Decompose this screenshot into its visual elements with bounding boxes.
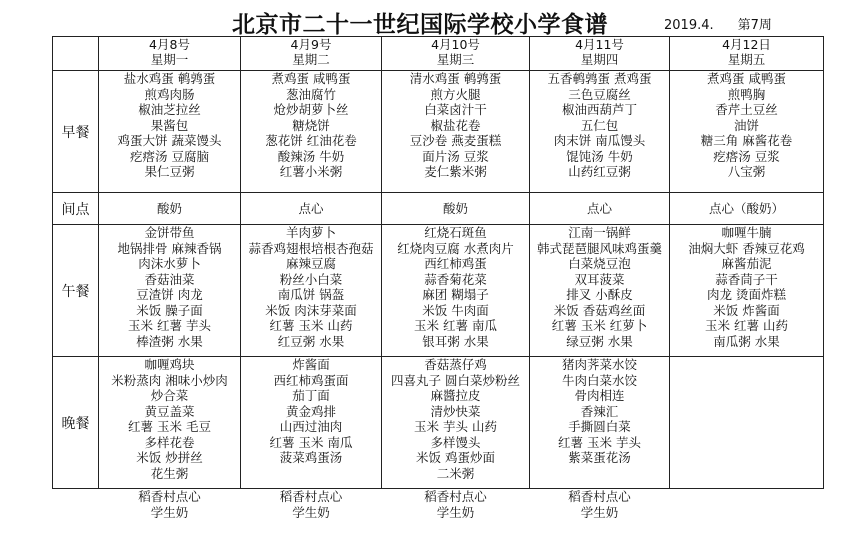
menu-item: 米饭 牛肉面 [422, 302, 489, 318]
menu-item: 糖三角 麻酱花卷 [700, 133, 793, 148]
menu-item: 果酱包 [150, 117, 189, 133]
menu-item: 南瓜粥 水果 [713, 333, 780, 349]
menu-item: 酸辣汤 牛奶 [277, 148, 345, 164]
extra-item: 稻香村点心 [568, 489, 631, 504]
extra-cell [670, 489, 824, 529]
day-date: 4月8号 [149, 37, 190, 52]
menu-cell [382, 71, 530, 193]
menu-item: 金饼带鱼 [144, 225, 195, 240]
menu-item: 咖喱鸡块 [144, 357, 195, 372]
day-date: 4月9号 [290, 37, 332, 52]
menu-week: 第7周 [737, 18, 772, 33]
menu-item: 南瓜饼 锅盔 [277, 287, 345, 302]
menu-item: 酸奶 [156, 200, 182, 216]
menu-cell [241, 71, 382, 193]
menu-item: 红薯 玉米 芋头 [558, 434, 641, 450]
menu-item: 椒油芝拉丝 [138, 102, 201, 117]
menu-item: 排叉 小酥皮 [566, 287, 633, 302]
menu-date: 2019.4. [664, 18, 714, 33]
menu-item: 多样花卷 [144, 434, 195, 450]
menu-item: 双耳菠菜 [574, 271, 625, 287]
menu-item: 点心（酸奶） [708, 200, 784, 216]
menu-item: 麻醬拉皮 [430, 388, 481, 403]
day-header-fri [670, 37, 824, 71]
day-weekday: 星期四 [580, 52, 619, 67]
menu-item: 煎鸡肉肠 [144, 86, 195, 102]
menu-item: 米饭 鸡蛋炒面 [416, 450, 495, 465]
menu-item: 江南一锅鲜 [568, 225, 631, 240]
menu-cell [670, 357, 824, 489]
day-weekday: 星期二 [292, 52, 330, 67]
menu-item: 香芹土豆丝 [715, 102, 778, 117]
row-lunch [53, 225, 824, 357]
menu-item: 豆沙卷 燕麦蛋糕 [409, 133, 502, 148]
menu-item: 鸡蛋大饼 蔬菜馒头 [117, 133, 222, 148]
extra-cell [99, 489, 241, 529]
menu-item: 黄金鸡排 [285, 403, 336, 419]
menu-item: 骨肉相连 [574, 388, 625, 403]
menu-item: 香菇蒸仔鸡 [424, 357, 487, 372]
menu-item: 蒜香菊花菜 [424, 271, 487, 287]
day-header-tue [241, 37, 382, 71]
menu-item: 米饭 炒拼丝 [136, 450, 203, 465]
menu-item: 清炒快菜 [430, 403, 481, 419]
extra-cell [241, 489, 382, 529]
menu-item: 粉丝小白菜 [279, 271, 343, 287]
menu-item: 炒合菜 [150, 388, 189, 403]
extra-label-empty [53, 489, 99, 529]
menu-item: 红薯 玉米 南瓜 [269, 434, 353, 450]
menu-item: 五香鹌鹑蛋 煮鸡蛋 [547, 71, 652, 86]
extra-item: 学生奶 [580, 505, 619, 520]
menu-item: 红薯 玉米 毛豆 [128, 419, 211, 434]
menu-item: 西红柿鸡蛋 [424, 256, 487, 271]
menu-item: 银耳粥 水果 [422, 333, 489, 349]
menu-item: 米饭 香菇鸡丝面 [553, 302, 646, 318]
menu-item: 果仁豆粥 [144, 164, 195, 179]
menu-item: 疙瘩汤 豆腐脑 [130, 148, 209, 164]
menu-item: 肉沫水萝卜 [138, 256, 201, 271]
menu-item: 炸酱面 [292, 357, 330, 372]
day-header-thu [530, 37, 670, 71]
menu-item: 米饭 炸酱面 [713, 302, 780, 318]
menu-item: 馄饨汤 牛奶 [566, 148, 633, 164]
menu-item: 多样馒头 [430, 434, 481, 450]
menu-item: 黄豆盖菜 [144, 403, 195, 419]
meal-label: 晚餐 [53, 357, 99, 489]
menu-cell [670, 225, 824, 357]
menu-item: 肉末饼 南瓜馒头 [553, 133, 646, 148]
menu-item: 香菇油菜 [144, 271, 195, 287]
menu-cell [241, 225, 382, 357]
menu-cell [530, 193, 670, 225]
menu-item: 蒜香茼子干 [715, 271, 778, 287]
menu-item: 红豆粥 水果 [277, 333, 345, 349]
menu-item: 煮鸡蛋 咸鸭蛋 [707, 71, 786, 86]
menu-item: 煎鸭胸 [727, 86, 766, 102]
menu-item: 椒盐花卷 [430, 117, 481, 133]
menu-item: 白菜卤汁干 [424, 102, 487, 117]
date-week [664, 14, 772, 33]
meal-label: 间点 [53, 193, 99, 225]
menu-item: 疙瘩汤 豆浆 [713, 148, 780, 164]
menu-item: 五仁包 [580, 117, 619, 133]
menu-item: 红烧肉豆腐 水煮肉片 [397, 240, 514, 256]
day-weekday: 星期三 [436, 52, 475, 67]
menu-item: 红薯 玉米 红萝卜 [551, 318, 648, 333]
menu-item: 点心 [586, 200, 612, 216]
day-header-wed [382, 37, 530, 71]
row-extra [53, 489, 824, 529]
row-breakfast [53, 71, 824, 193]
menu-item: 三色豆腐丝 [568, 86, 631, 102]
menu-item: 猪肉荠菜水饺 [561, 357, 637, 372]
menu-item: 手撕圆白菜 [568, 419, 631, 434]
menu-item: 地锅排骨 麻辣香锅 [117, 240, 222, 256]
menu-item: 面片汤 豆浆 [422, 148, 489, 164]
day-weekday: 星期五 [727, 52, 766, 67]
menu-item: 紫菜蛋花汤 [568, 450, 631, 465]
menu-item: 椒油西葫芦丁 [561, 102, 637, 117]
extra-item: 学生奶 [150, 505, 189, 520]
menu-item: 花生粥 [150, 465, 189, 481]
menu-item: 咖喱牛腩 [721, 225, 772, 240]
menu-item: 清水鸡蛋 鹌鹑蛋 [409, 71, 502, 86]
menu-item: 麻辣豆腐 [285, 256, 336, 271]
menu-cell [241, 193, 382, 225]
extra-item: 稻香村点心 [279, 489, 343, 504]
menu-item: 羊肉萝卜 [285, 225, 336, 240]
menu-cell [99, 225, 241, 357]
menu-item: 玉米 红薯 芋头 [128, 318, 211, 333]
extra-cell [382, 489, 530, 529]
day-date: 4月12日 [722, 37, 771, 52]
menu-item: 玉米 芋头 山药 [414, 419, 497, 434]
menu-item: 红烧石斑鱼 [424, 225, 487, 240]
menu-item: 酸奶 [442, 200, 468, 216]
menu-item: 煮鸡蛋 咸鸭蛋 [271, 71, 351, 86]
menu-item: 麻酱茄泥 [721, 256, 772, 271]
menu-item: 白菜烧豆泡 [568, 256, 631, 271]
menu-item: 豆渣饼 肉龙 [136, 287, 203, 302]
menu-cell [99, 193, 241, 225]
menu-cell [530, 71, 670, 193]
extra-item: 学生奶 [292, 505, 330, 520]
menu-item: 麦仁紫米粥 [424, 164, 487, 179]
menu-item: 糖烧饼 [292, 117, 330, 133]
extra-item: 稻香村点心 [138, 489, 201, 504]
menu-cell [670, 71, 824, 193]
meal-label: 早餐 [53, 71, 99, 193]
extra-item: 稻香村点心 [424, 489, 487, 504]
menu-item: 茄丁面 [292, 388, 330, 403]
menu-item: 米饭 肉沫芽菜面 [265, 302, 357, 318]
menu-item: 葱油腐竹 [285, 86, 336, 102]
menu-cell [530, 225, 670, 357]
menu-cell [382, 193, 530, 225]
menu-item: 红薯小米粥 [279, 164, 343, 179]
menu-item: 绿豆粥 水果 [566, 333, 633, 349]
row-snack [53, 193, 824, 225]
menu-cell [99, 71, 241, 193]
menu-item: 红薯 玉米 山药 [269, 318, 353, 333]
menu-item: 香辣汇 [580, 403, 619, 419]
menu-table [52, 36, 824, 529]
menu-item: 八宝粥 [727, 164, 766, 179]
row-dinner [53, 357, 824, 489]
menu-item: 米粉蒸肉 湘味小炒肉 [111, 372, 228, 388]
menu-item: 蒜香鸡翅根培根杏孢菇 [248, 240, 374, 256]
menu-item: 米饭 臊子面 [136, 302, 203, 318]
menu-item: 盐水鸡蛋 鹌鹑蛋 [123, 71, 216, 86]
menu-item: 二米粥 [436, 465, 475, 481]
menu-item: 山药红豆粥 [568, 164, 631, 179]
page-title: 北京市二十一世纪国际学校小学食谱 [232, 12, 608, 38]
menu-item: 四喜丸子 圆白菜炒粉丝 [391, 372, 520, 388]
menu-item: 棒渣粥 水果 [136, 333, 203, 349]
menu-item: 牛肉白菜水饺 [561, 372, 637, 388]
day-weekday: 星期一 [150, 52, 189, 67]
day-header-mon [99, 37, 241, 71]
menu-item: 油焖大虾 香辣豆花鸡 [688, 240, 805, 256]
menu-cell [670, 193, 824, 225]
menu-item: 西红柿鸡蛋面 [273, 372, 349, 388]
extra-cell [530, 489, 670, 529]
day-date: 4月10号 [431, 37, 480, 52]
day-date: 4月11号 [575, 37, 624, 52]
header-row [53, 37, 824, 71]
menu-cell [99, 357, 241, 489]
menu-item: 玉米 红薯 南瓜 [414, 318, 497, 333]
menu-item: 韩式琵琶腿风味鸡蛋羹 [536, 240, 662, 256]
menu-item: 山西过油肉 [279, 419, 343, 434]
menu-cell [241, 357, 382, 489]
menu-item: 葱花饼 红油花卷 [265, 133, 357, 148]
meal-label: 午餐 [53, 225, 99, 357]
menu-item: 肉龙 烫面炸糕 [707, 287, 786, 302]
menu-item: 玉米 红薯 山药 [705, 318, 788, 333]
menu-item: 炝炒胡萝卜丝 [273, 102, 349, 117]
menu-item: 麻团 糊塌子 [422, 287, 489, 302]
menu-item: 油饼 [733, 117, 759, 133]
menu-item: 煎方火腿 [430, 86, 481, 102]
menu-cell [382, 225, 530, 357]
extra-item: 学生奶 [436, 505, 475, 520]
corner-cell [53, 37, 99, 71]
menu-item: 菠菜鸡蛋汤 [279, 450, 343, 465]
menu-item: 点心 [298, 200, 324, 216]
menu-cell [530, 357, 670, 489]
menu-cell [382, 357, 530, 489]
